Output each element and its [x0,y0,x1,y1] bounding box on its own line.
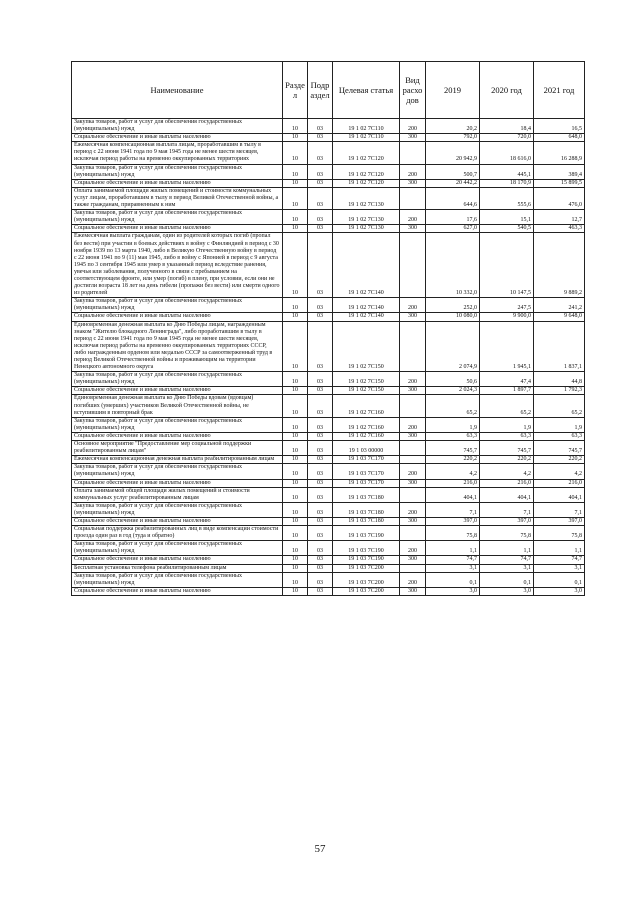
table-row [72,179,585,187]
row-value-2019: 2 024,3 [426,387,480,395]
row-value-2020: 540,5 [480,225,534,233]
row-subsection: 03 [308,517,333,525]
row-value-2019: 17,6 [426,210,480,225]
row-value-2021: 9 889,2 [534,233,585,298]
row-subsection: 03 [308,187,333,209]
row-value-2019: 63,3 [426,432,480,440]
row-value-2020: 1,1 [480,541,534,556]
row-value-2020: 247,5 [480,298,534,313]
row-value-2019: 7,1 [426,502,480,517]
row-expense-type [400,564,426,572]
row-value-2021: 389,4 [534,164,585,179]
row-subsection: 03 [308,479,333,487]
row-expense-type: 300 [400,179,426,187]
row-name: Социальное обеспечение и иные выплаты населению [72,225,283,233]
row-value-2020: 3,0 [480,587,534,595]
row-value-2020: 9 900,0 [480,313,534,321]
row-subsection: 03 [308,432,333,440]
row-value-2019: 216,0 [426,479,480,487]
row-value-2021: 1 837,1 [534,321,585,372]
row-value-2020: 397,0 [480,517,534,525]
table-row [72,517,585,525]
row-section: 10 [283,517,308,525]
row-expense-type: 300 [400,517,426,525]
row-expense-type: 200 [400,541,426,556]
row-subsection: 03 [308,179,333,187]
row-value-2019: 10 332,0 [426,233,480,298]
row-value-2021: 7,1 [534,502,585,517]
row-section: 10 [283,587,308,595]
table-row [72,417,585,432]
row-subsection: 03 [308,556,333,564]
row-value-2021: 12,7 [534,210,585,225]
row-value-2021: 745,7 [534,441,585,456]
row-value-2021: 3,1 [534,564,585,572]
row-value-2021: 648,0 [534,134,585,142]
row-name: Закупка товаров, работ и услуг для обеспечения государственных (муниципальных) нужд [72,502,283,517]
row-target-article: 19 1 03 7С190 [333,526,400,541]
row-value-2019: 10 080,0 [426,313,480,321]
row-name: Закупка товаров, работ и услуг для обеспечения государственных (муниципальных) нужд [72,119,283,134]
row-section: 10 [283,572,308,587]
row-expense-type: 200 [400,210,426,225]
row-target-article: 19 1 02 7С150 [333,321,400,372]
row-value-2021: 75,8 [534,526,585,541]
row-section: 10 [283,225,308,233]
row-name: Единовременная денежная выплата ко Дню Победы лицам, награжденным знаком "Жителю блокадного Ленинграда", либо проработавшим в тылу в период с 22 июня 1941 года по 9 мая 1945 года не менее шести месяцев, исключая период работы на временно оккупированных территориях СССР, либо награжденным орденом или медалью СССР за самоотверженный труд в период Великой Отечественной войны и проживающим на территории Ненецкого автономного округа [72,321,283,372]
page-number: 57 [314,843,326,855]
header-expense-type: Вид расхо дов [400,62,426,119]
row-target-article: 19 1 02 7С150 [333,372,400,387]
row-name: Закупка товаров, работ и услуг для обеспечения государственных (муниципальных) нужд [72,417,283,432]
row-subsection: 03 [308,313,333,321]
row-expense-type: 300 [400,134,426,142]
row-name: Социальное обеспечение и иные выплаты населению [72,432,283,440]
row-subsection: 03 [308,572,333,587]
row-target-article: 19 1 03 00000 [333,441,400,456]
row-value-2019: 65,2 [426,395,480,417]
row-name: Социальная поддержка реабилитированных лиц в виде компенсации стоимости проезда один раз в год (туда и обратно) [72,526,283,541]
row-value-2020: 1 897,7 [480,387,534,395]
table-row [72,372,585,387]
row-name: Закупка товаров, работ и услуг для обеспечения государственных (муниципальных) нужд [72,372,283,387]
row-section: 10 [283,179,308,187]
table-row [72,487,585,502]
header-2019: 2019 [426,62,480,119]
row-subsection: 03 [308,587,333,595]
row-subsection: 03 [308,541,333,556]
row-name: Закупка товаров, работ и услуг для обеспечения государственных (муниципальных) нужд [72,164,283,179]
row-expense-type [400,233,426,298]
row-value-2019: 74,7 [426,556,480,564]
row-value-2021: 0,1 [534,572,585,587]
row-subsection: 03 [308,441,333,456]
row-target-article: 19 1 02 7С160 [333,395,400,417]
table-row [72,456,585,464]
row-target-article: 19 1 03 7С180 [333,487,400,502]
row-value-2019: 500,7 [426,164,480,179]
row-target-article: 19 1 03 7С180 [333,517,400,525]
row-value-2021: 1 792,3 [534,387,585,395]
row-name: Единовременная денежная выплата ко Дню Победы вдовам (вдовцам) погибших (умерших) участников Великой Отечественной войны, не вступившим в повторный брак [72,395,283,417]
table-row [72,313,585,321]
row-subsection: 03 [308,210,333,225]
row-expense-type [400,526,426,541]
row-value-2019: 792,0 [426,134,480,142]
row-value-2021: 1,1 [534,541,585,556]
row-value-2021: 463,3 [534,225,585,233]
table-row [72,298,585,313]
row-value-2019: 627,0 [426,225,480,233]
row-value-2021: 74,7 [534,556,585,564]
row-value-2020: 720,0 [480,134,534,142]
row-expense-type: 200 [400,298,426,313]
row-name: Основное мероприятие "Предоставление мер социальной поддержки реабилитированным лицам" [72,441,283,456]
row-value-2019: 50,6 [426,372,480,387]
row-value-2019: 1,9 [426,417,480,432]
row-expense-type: 300 [400,587,426,595]
table-row [72,321,585,372]
row-name: Ежемесячная выплата гражданам, один из родителей которых погиб (пропал без вести) при участии в боевых действиях в войну с Финляндией в период с 30 ноября 1939 по 13 марта 1940, либо в Великую Отечественную войну в период с 22 июня 1941 по 9 (11) мая 1945, либо в войну с Японией в период с 9 августа 1945 по 3 сентября 1945 или умер в указанный период вследствие ранения, увечья или заболевания, полученного в связи с пребыванием на соответствующем фронте, или умер (погиб) в плену, при условии, если они не достигли возраста 18 лет на день гибели (пропажи без вести) или смерти одного из родителей [72,233,283,298]
table-row [72,210,585,225]
row-expense-type: 200 [400,164,426,179]
row-target-article: 19 1 02 7С110 [333,134,400,142]
row-target-article: 19 1 02 7С150 [333,387,400,395]
row-value-2019: 220,2 [426,456,480,464]
row-section: 10 [283,441,308,456]
row-value-2020: 47,4 [480,372,534,387]
row-subsection: 03 [308,417,333,432]
row-value-2020: 74,7 [480,556,534,564]
row-value-2019: 404,1 [426,487,480,502]
table-row [72,564,585,572]
row-value-2020: 220,2 [480,456,534,464]
row-section: 10 [283,134,308,142]
row-value-2021: 397,0 [534,517,585,525]
row-value-2020: 1,9 [480,417,534,432]
row-value-2019: 3,0 [426,587,480,595]
row-expense-type [400,395,426,417]
row-section: 10 [283,187,308,209]
row-target-article: 19 1 03 7С170 [333,456,400,464]
row-subsection: 03 [308,225,333,233]
row-value-2021: 9 648,0 [534,313,585,321]
row-name: Оплата занимаемой площади жилых помещений и стоимости коммунальных услуг лицам, проработавшим в тылу в период Великой Отечественной войны, а также гражданам, приравненным к ним [72,187,283,209]
row-value-2021: 220,2 [534,456,585,464]
row-target-article: 19 1 02 7С120 [333,142,400,164]
table-row [72,541,585,556]
row-subsection: 03 [308,142,333,164]
row-section: 10 [283,372,308,387]
table-row [72,134,585,142]
row-name: Социальное обеспечение и иные выплаты населению [72,517,283,525]
row-name: Социальное обеспечение и иные выплаты населению [72,134,283,142]
row-value-2020: 555,6 [480,187,534,209]
header-2021: 2021 год [534,62,585,119]
row-expense-type [400,441,426,456]
row-target-article: 19 1 02 7С120 [333,164,400,179]
row-section: 10 [283,321,308,372]
row-name: Закупка товаров, работ и услуг для обеспечения государственных (муниципальных) нужд [72,464,283,479]
row-target-article: 19 1 03 7С190 [333,556,400,564]
row-name: Закупка товаров, работ и услуг для обеспечения государственных (муниципальных) нужд [72,541,283,556]
row-expense-type: 300 [400,387,426,395]
table-row [72,526,585,541]
row-target-article: 19 1 02 7С140 [333,233,400,298]
table-row [72,587,585,595]
row-expense-type: 200 [400,502,426,517]
row-expense-type [400,187,426,209]
row-section: 10 [283,464,308,479]
table-row [72,387,585,395]
row-expense-type: 300 [400,556,426,564]
row-name: Закупка товаров, работ и услуг для обеспечения государственных (муниципальных) нужд [72,572,283,587]
row-value-2021: 63,3 [534,432,585,440]
table-row [72,441,585,456]
row-name: Закупка товаров, работ и услуг для обеспечения государственных (муниципальных) нужд [72,298,283,313]
table-row [72,395,585,417]
row-section: 10 [283,556,308,564]
row-name: Ежемесячная компенсационная денежная выплата реабилитированным лицам [72,456,283,464]
row-value-2021: 404,1 [534,487,585,502]
row-target-article: 19 1 02 7С140 [333,298,400,313]
header-name: Наименование [72,62,283,119]
row-target-article: 19 1 03 7С190 [333,541,400,556]
row-subsection: 03 [308,487,333,502]
header-section: Разде л [283,62,308,119]
row-section: 10 [283,313,308,321]
row-value-2020: 216,0 [480,479,534,487]
row-value-2020: 1 945,1 [480,321,534,372]
row-value-2021: 3,0 [534,587,585,595]
row-value-2020: 65,2 [480,395,534,417]
table-row [72,556,585,564]
row-subsection: 03 [308,164,333,179]
row-value-2019: 2 074,9 [426,321,480,372]
row-subsection: 03 [308,387,333,395]
table-body [72,119,585,596]
row-value-2019: 20 442,2 [426,179,480,187]
row-value-2019: 252,0 [426,298,480,313]
row-section: 10 [283,479,308,487]
row-subsection: 03 [308,456,333,464]
row-name: Бесплатная установка телефона реабилитированным лицам [72,564,283,572]
table-row [72,119,585,134]
row-expense-type: 200 [400,119,426,134]
table-row [72,432,585,440]
row-name: Социальное обеспечение и иные выплаты населению [72,387,283,395]
row-section: 10 [283,395,308,417]
row-section: 10 [283,298,308,313]
row-value-2020: 18 170,9 [480,179,534,187]
row-subsection: 03 [308,298,333,313]
table-row [72,233,585,298]
row-name: Социальное обеспечение и иные выплаты населению [72,179,283,187]
row-value-2019: 745,7 [426,441,480,456]
row-subsection: 03 [308,502,333,517]
table-row [72,502,585,517]
row-value-2021: 65,2 [534,395,585,417]
row-value-2020: 10 147,5 [480,233,534,298]
row-target-article: 19 1 02 7С160 [333,417,400,432]
row-value-2020: 7,1 [480,502,534,517]
row-subsection: 03 [308,321,333,372]
row-subsection: 03 [308,564,333,572]
row-value-2020: 445,1 [480,164,534,179]
row-name: Закупка товаров, работ и услуг для обеспечения государственных (муниципальных) нужд [72,210,283,225]
row-subsection: 03 [308,233,333,298]
row-target-article: 19 1 03 7С170 [333,479,400,487]
row-expense-type: 300 [400,225,426,233]
row-name: Социальное обеспечение и иные выплаты населению [72,587,283,595]
row-target-article: 19 1 03 7С180 [333,502,400,517]
row-subsection: 03 [308,372,333,387]
row-target-article: 19 1 02 7С160 [333,432,400,440]
budget-table [71,61,585,596]
row-value-2021: 44,8 [534,372,585,387]
header-2020: 2020 год [480,62,534,119]
row-value-2020: 15,1 [480,210,534,225]
table-row [72,164,585,179]
row-target-article: 19 1 03 7С200 [333,587,400,595]
row-section: 10 [283,526,308,541]
row-value-2020: 745,7 [480,441,534,456]
row-value-2020: 18 616,0 [480,142,534,164]
row-value-2019: 3,1 [426,564,480,572]
row-subsection: 03 [308,464,333,479]
table-row [72,187,585,209]
row-section: 10 [283,233,308,298]
row-target-article: 19 1 02 7С130 [333,210,400,225]
row-expense-type: 200 [400,572,426,587]
row-value-2021: 4,2 [534,464,585,479]
row-section: 10 [283,164,308,179]
row-expense-type [400,321,426,372]
row-expense-type [400,487,426,502]
row-value-2021: 16,5 [534,119,585,134]
row-section: 10 [283,119,308,134]
row-name: Социальное обеспечение и иные выплаты населению [72,479,283,487]
table-row [72,479,585,487]
header-target-article: Целевая статья [333,62,400,119]
row-expense-type: 200 [400,464,426,479]
row-value-2021: 241,2 [534,298,585,313]
row-target-article: 19 1 02 7С120 [333,179,400,187]
row-value-2021: 1,9 [534,417,585,432]
row-value-2021: 15 899,5 [534,179,585,187]
row-target-article: 19 1 03 7С200 [333,572,400,587]
table-row [72,142,585,164]
row-section: 10 [283,210,308,225]
row-value-2021: 16 288,9 [534,142,585,164]
row-expense-type [400,142,426,164]
row-section: 10 [283,502,308,517]
table-row [72,464,585,479]
row-value-2020: 4,2 [480,464,534,479]
row-name: Социальное обеспечение и иные выплаты населению [72,556,283,564]
row-value-2019: 1,1 [426,541,480,556]
row-value-2019: 20 942,9 [426,142,480,164]
row-subsection: 03 [308,119,333,134]
row-expense-type: 300 [400,432,426,440]
row-section: 10 [283,564,308,572]
row-section: 10 [283,456,308,464]
row-target-article: 19 1 02 7С130 [333,187,400,209]
row-name: Оплата занимаемой общей площади жилых помещений и стоимости коммунальных услуг реабилитированным лицам [72,487,283,502]
row-section: 10 [283,432,308,440]
row-value-2020: 63,3 [480,432,534,440]
row-value-2019: 644,6 [426,187,480,209]
row-target-article: 19 1 02 7С140 [333,313,400,321]
row-subsection: 03 [308,395,333,417]
row-section: 10 [283,142,308,164]
row-target-article: 19 1 02 7С130 [333,225,400,233]
row-value-2020: 0,1 [480,572,534,587]
table-row [72,225,585,233]
row-value-2019: 0,1 [426,572,480,587]
row-expense-type [400,456,426,464]
row-value-2020: 75,8 [480,526,534,541]
row-value-2019: 4,2 [426,464,480,479]
row-section: 10 [283,417,308,432]
table-row [72,572,585,587]
row-expense-type: 200 [400,372,426,387]
row-section: 10 [283,487,308,502]
row-value-2020: 3,1 [480,564,534,572]
row-value-2021: 216,0 [534,479,585,487]
row-expense-type: 300 [400,313,426,321]
row-section: 10 [283,387,308,395]
table-header [72,62,585,119]
row-value-2019: 20,2 [426,119,480,134]
row-value-2020: 404,1 [480,487,534,502]
row-subsection: 03 [308,134,333,142]
row-value-2019: 75,8 [426,526,480,541]
row-name: Социальное обеспечение и иные выплаты населению [72,313,283,321]
row-expense-type: 300 [400,479,426,487]
row-subsection: 03 [308,526,333,541]
row-value-2020: 18,4 [480,119,534,134]
row-value-2019: 397,0 [426,517,480,525]
header-subsection: Подр аздел [308,62,333,119]
row-section: 10 [283,541,308,556]
row-target-article: 19 1 03 7С170 [333,464,400,479]
row-target-article: 19 1 03 7С200 [333,564,400,572]
row-target-article: 19 1 02 7С110 [333,119,400,134]
row-expense-type: 200 [400,417,426,432]
row-value-2021: 476,0 [534,187,585,209]
row-name: Ежемесячная компенсационная выплата лицам, проработавшим в тылу в период с 22 июня 1941 года по 9 мая 1945 года не менее шести месяцев, исключая период работы на временно оккупированных территориях [72,142,283,164]
